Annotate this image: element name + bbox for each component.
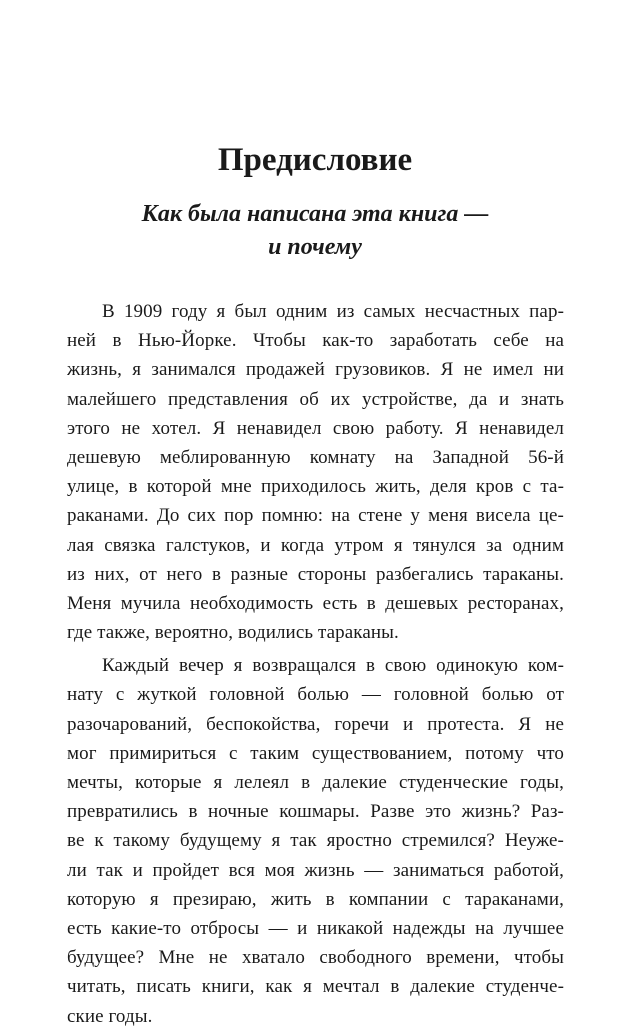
text-line: ней в Нью-Йорке. Чтобы как-то заработать себе на bbox=[67, 330, 564, 352]
body-text bbox=[67, 297, 564, 1031]
text-line: Каждый вечер я возвращался в свою одинокую ком- bbox=[102, 655, 564, 677]
paragraph-2 bbox=[67, 651, 564, 1030]
text-line: Меня мучила необходимость есть в дешевых ресторанах, bbox=[67, 592, 564, 614]
text-line: которую я презираю, жить в компании с тараканами, bbox=[67, 888, 564, 910]
text-line: раканами. До сих пор помню: на стене у меня висела це- bbox=[67, 505, 564, 527]
text-line: мечты, которые я лелеял в далекие студенческие годы, bbox=[67, 772, 564, 793]
paragraph-1 bbox=[67, 297, 564, 647]
text-line: разочарований, беспокойства, горечи и протеста. Я не bbox=[67, 713, 564, 735]
text-line: нату с жуткой головной болью — головной болью от bbox=[67, 684, 564, 706]
text-line: из них, от него в разные стороны разбегались тараканы. bbox=[67, 563, 564, 585]
text-line: ли так и пройдет вся моя жизнь — заниматься работой, bbox=[67, 859, 564, 881]
text-line: жизнь, я занимался продажей грузовиков. Я не имел ни bbox=[67, 359, 564, 381]
text-line: будущее? Мне не хватало свободного времени, чтобы bbox=[67, 947, 564, 969]
subtitle-line: Как была написана эта книга — bbox=[141, 201, 489, 227]
text-line: превратились в ночные кошмары. Разве это жизнь? Раз- bbox=[67, 801, 564, 823]
text-line: где также, вероятно, водились тараканы. bbox=[67, 622, 399, 644]
chapter-subtitle bbox=[0, 198, 630, 264]
text-line: малейшего представления об их устройстве, да и знать bbox=[67, 388, 564, 410]
text-line: мог примириться с таким существованием, потому что bbox=[67, 742, 564, 764]
text-line: ве к такому будущему я так яростно стремился? Неуже- bbox=[67, 830, 564, 852]
text-line: читать, писать книги, как я мечтал в далекие студенче- bbox=[67, 976, 564, 998]
chapter-title: Предисловие bbox=[217, 142, 413, 178]
text-line: лая связка галстуков, и когда утром я тянулся за одним bbox=[67, 534, 564, 556]
text-line: улице, в которой мне приходилось жить, деля кров с та- bbox=[67, 476, 564, 498]
text-line: этого не хотел. Я ненавидел свою работу. Я ненавидел bbox=[67, 417, 564, 439]
subtitle-line: и почему bbox=[268, 234, 362, 260]
text-line: дешевую меблированную комнату на Западной 56-й bbox=[67, 446, 564, 468]
text-line: ские годы. bbox=[67, 1005, 153, 1027]
text-line: есть какие-то отбросы — и никакой надежды на лучшее bbox=[67, 917, 564, 939]
text-line: В 1909 году я был одним из самых несчастных пар- bbox=[102, 301, 564, 322]
